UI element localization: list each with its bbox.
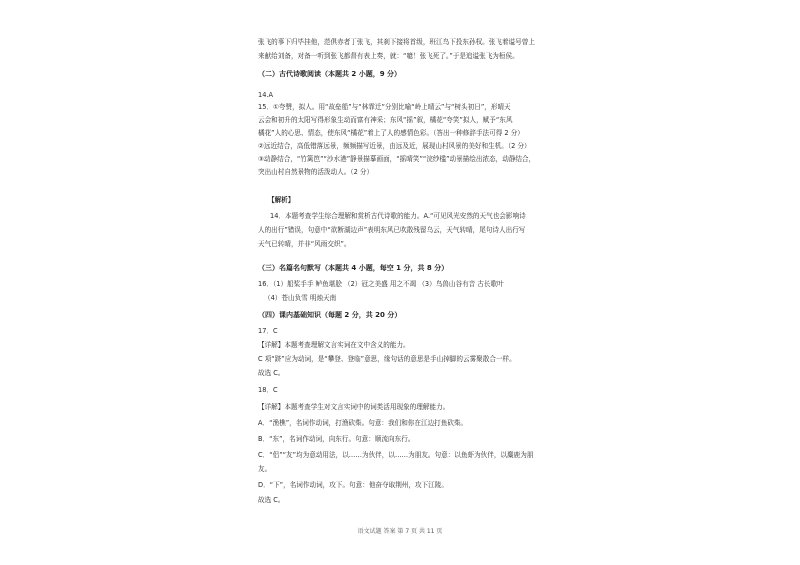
answer-line: 17．C (258, 327, 278, 335)
analysis-line: 人的出行”错误，句意中“欲断湖边声”表明东风已吹散残留乌云，天气转晴，尾句诗人出行写 (258, 226, 526, 234)
answer-line: 云会和初升的太阳写得形象生动而富有神采；东风“摇”叙，橘花“夸笑”拟人，赋予“东风 (258, 116, 513, 124)
answer-line: （4）苍山负雪 明烛天南 (264, 294, 337, 302)
detail-line: 友。 (258, 465, 272, 473)
detail-line: 故选 C。 (258, 369, 285, 377)
text-line: 张飞的事下归毕挂他，范俱赤者丁张飞，其刹下接将首级，班江鸟下投东孙权。张飞着谥号曾上 (258, 38, 535, 46)
answer-line: 16．（1）船桨手手 鲈鱼堪脍 （2）冠之美盛 用之不竭 （3）鸟兽山谷有音 古长歌叶 (258, 280, 504, 288)
detail-line: C 项“跻”应为动词，是“攀登、登临”意思，缘句话的意思是手山掉脚的云雾聚散合一样。 (258, 355, 516, 363)
detail-line: 故选 C。 (258, 496, 285, 504)
answer-line: 橘花”人的心思、情态，使东风“橘花”着上了人的感情色彩。（答出一种修辞手法可得 2 分） (258, 129, 524, 137)
analysis-line: 14．本题考查学生综合理解和赏析古代诗歌的能力。A.“可见风光安然的天气也会影响诗 (270, 212, 526, 220)
analysis-line: 天气已转晴，并非“风雨交织”。 (258, 240, 351, 248)
page-footer: 语文试题 答案 第 7 页 共 11 页 (357, 528, 443, 535)
detail-line: D．“下”，名词作动词，攻下。句意：他奋夺取荆州，攻下江陵。 (258, 481, 448, 489)
section-heading: （三）名篇名句默写（本题共 4 小题，每空 1 分，共 8 分） (258, 264, 449, 272)
section-heading: （四）课内基础知识（每题 2 分，共 20 分） (258, 311, 402, 319)
answer-line: ②远近结合，高低错落远景，频频描写近景，由远及近，展现山村风景的美好和生机。（2 分） (258, 142, 531, 150)
answer-line: 14.A (258, 91, 273, 99)
answer-line: 突出山村自然景物的活泼动人。（2 分） (258, 168, 374, 176)
text-line: 来献给刘备，对备一听到张飞都督有表上奏，就：“噫！张飞死了。”于是追谥张飞为桓侯。 (258, 52, 519, 60)
detail-line: C．“侣”“友”均为意动用法，以……为伙伴，以……为朋友。句意：以鱼虾为伙伴，以麋鹿为朋 (258, 451, 534, 459)
answer-line: 18．C (258, 386, 278, 394)
analysis-tag: 【解析】 (268, 196, 295, 204)
answer-line: ③动静结合，“竹篱笆”“沙水港”静景描摹画面，“摇晴笑”“浣纱槛”动景描绘出浓态，动静结合， (258, 155, 536, 163)
detail-line: A．“渔樵”，名词作动词，打渔砍柴。句意：我们和你在江边打鱼砍柴。 (258, 419, 468, 427)
answer-line: 15．①夸赞，拟人。用“故垒船”与“林霏迁”分别比喻“岭上晴云”与“树头初日”，形晴天 (258, 103, 511, 111)
detail-line: 【详解】本题考查学生对文言实词中的词类活用现象的理解能力。 (258, 403, 450, 411)
section-heading: （二）古代诗歌阅读（本题共 2 小题，9 分） (258, 70, 402, 78)
detail-line: 【详解】本题考查理解文言实词在文中含义的能力。 (258, 341, 410, 349)
detail-line: B．“东”，名词作动词，向东行。句意：顺流向东行。 (258, 435, 415, 443)
